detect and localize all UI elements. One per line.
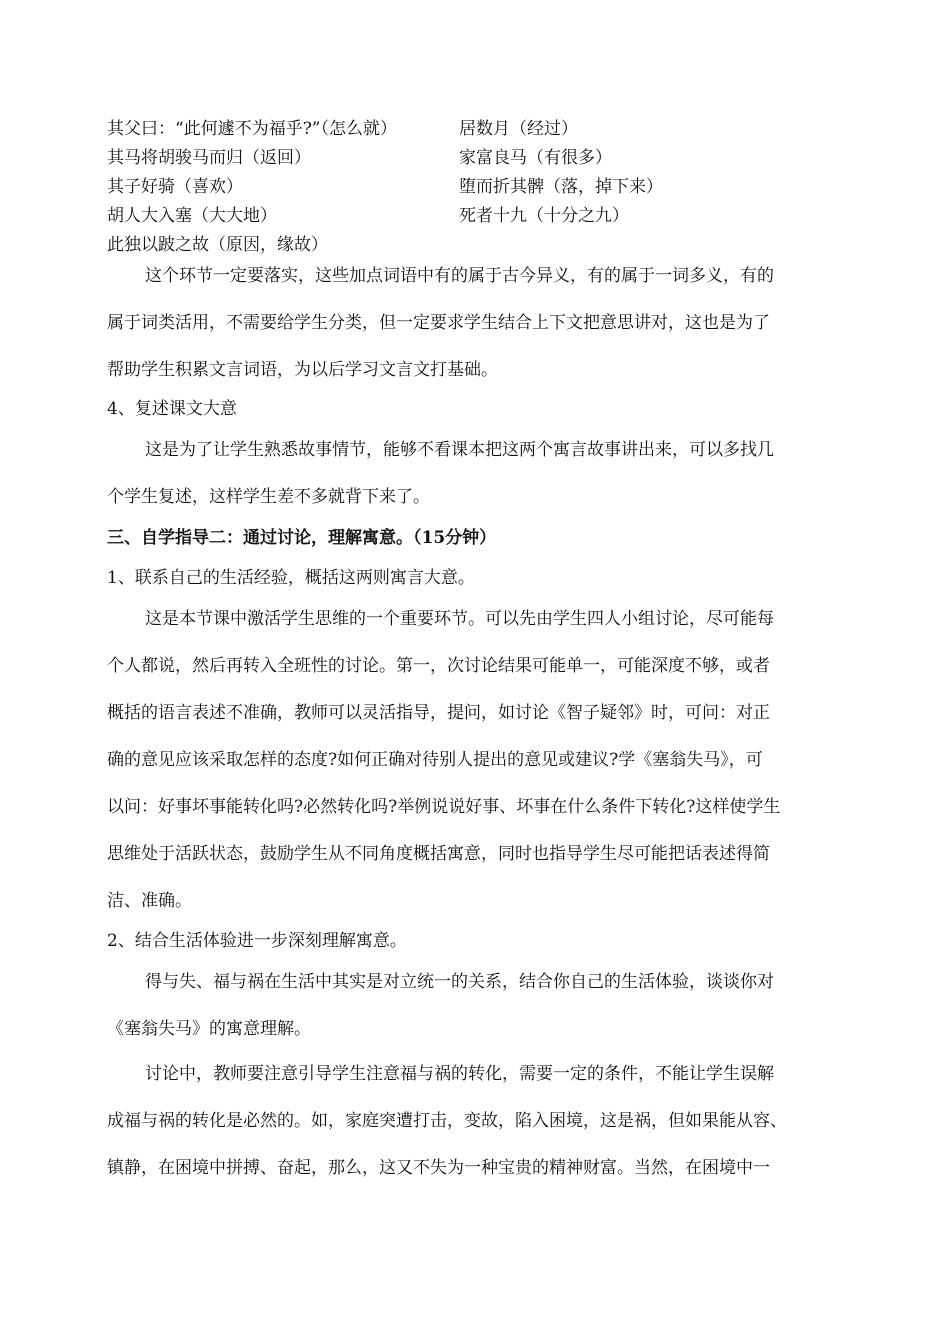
paragraph-line: 得与失、福与祸在生活中其实是对立统一的关系，结合你自己的生活体验，谈谈你对 — [145, 972, 774, 992]
paragraph-line: 成福与祸的转化是必然的。如，家庭突遭打击，变故，陷入困境，这是祸，但如果能从容、 — [107, 1111, 787, 1131]
step4-heading: 4、复述课文大意 — [107, 399, 237, 419]
vocab-left-3: 其子好骑（喜欢） — [107, 177, 243, 197]
paragraph-line: 确的意见应该采取怎样的态度?如何正确对待别人提出的意见或建议?学《塞翁失马》，可 — [107, 750, 763, 770]
paragraph-line: 个人都说，然后再转入全班性的讨论。第一，次讨论结果可能单一，可能深度不够，或者 — [107, 656, 770, 676]
section3-heading: 三、自学指导二：通过讨论，理解寓意。（15分钟） — [107, 528, 497, 548]
vocab-right-4: 死者十九（十分之九） — [459, 206, 629, 226]
paragraph-line: 洁、准确。 — [107, 891, 192, 911]
vocab-left-2: 其马将胡骏马而归（返回） — [107, 148, 311, 168]
item1-heading: 1、联系自己的生活经验，概括这两则寓言大意。 — [107, 568, 475, 588]
paragraph-line: 属于词类活用，不需要给学生分类，但一定要求学生结合上下文把意思讲对，这也是为了 — [107, 313, 770, 333]
paragraph-line: 思维处于活跃状态，鼓励学生从不同角度概括寓意，同时也指导学生尽可能把话表述得简 — [107, 844, 770, 864]
vocab-left-1: 其父曰：“此何遽不为福乎?”（怎么就） — [107, 119, 397, 139]
paragraph-line: 个学生复述，这样学生差不多就背下来了。 — [107, 487, 430, 507]
item2-heading: 2、结合生活体验进一步深刻理解寓意。 — [107, 931, 407, 951]
paragraph-line: 帮助学生积累文言词语，为以后学习文言文打基础。 — [107, 360, 498, 380]
vocab-left-4: 胡人大入塞（大大地） — [107, 206, 277, 226]
paragraph-line: 讨论中，教师要注意引导学生注意福与祸的转化，需要一定的条件，不能让学生误解 — [145, 1064, 774, 1084]
paragraph-line: 这是为了让学生熟悉故事情节，能够不看课本把这两个寓言故事讲出来，可以多找几 — [145, 440, 774, 460]
paragraph-line: 镇静，在困境中拼搏、奋起，那么，这又不失为一种宝贵的精神财富。当然，在困境中一 — [107, 1158, 770, 1178]
paragraph-line: 以问：好事坏事能转化吗?必然转化吗?举例说说好事、坏事在什么条件下转化?这样使学生 — [107, 797, 781, 817]
paragraph-line: 这是本节课中激活学生思维的一个重要环节。可以先由学生四人小组讨论，尽可能每 — [145, 609, 774, 629]
paragraph-line: 这个环节一定要落实，这些加点词语中有的属于古今异义，有的属于一词多义，有的 — [145, 266, 774, 286]
vocab-right-3: 堕而折其髀（落，掉下来） — [459, 177, 663, 197]
vocab-right-2: 家富良马（有很多） — [459, 148, 612, 168]
paragraph-line: 《塞翁失马》的寓意理解。 — [107, 1019, 311, 1039]
paragraph-line: 概括的语言表述不准确，教师可以灵活指导，提问，如讨论《智子疑邻》时，可问：对正 — [107, 703, 770, 723]
vocab-right-1: 居数月（经过） — [459, 119, 578, 139]
vocab-left-5: 此独以跛之故（原因，缘故） — [107, 235, 328, 255]
